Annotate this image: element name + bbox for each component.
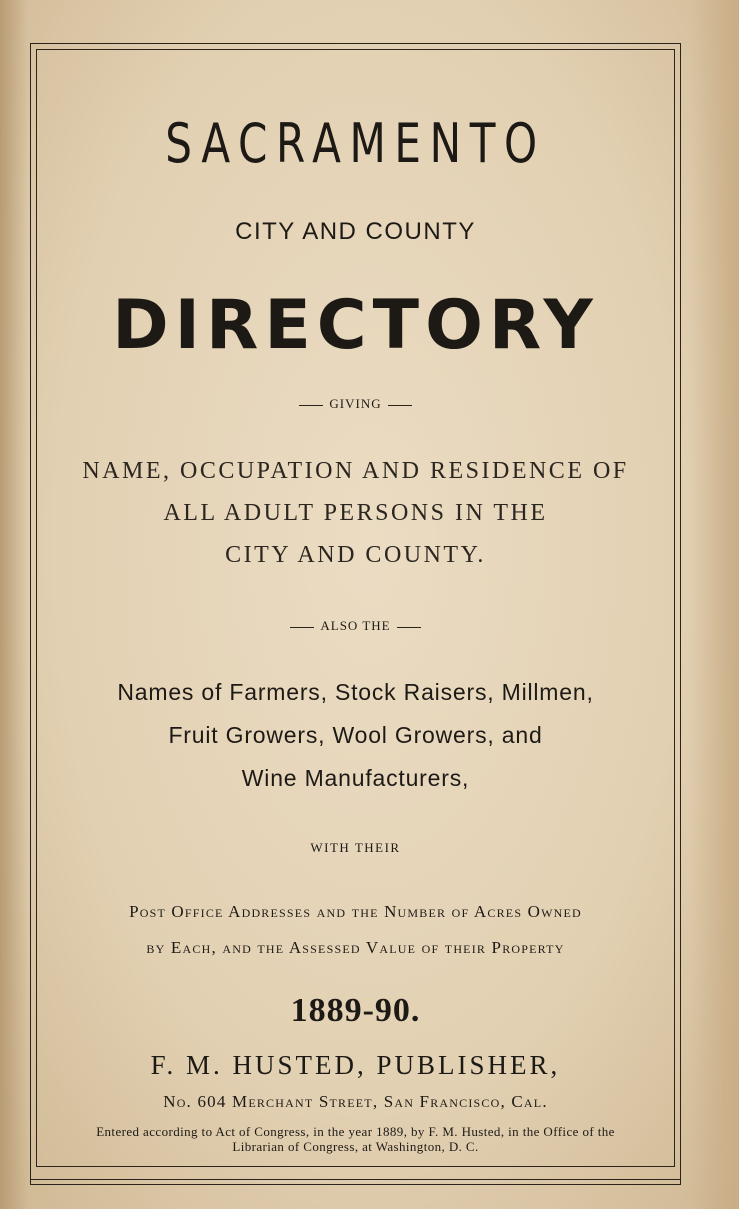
description-line-1: NAME, OCCUPATION AND RESIDENCE OF (82, 458, 629, 484)
publication-year: 1889-90. (290, 992, 421, 1029)
description-line-3: CITY AND COUNTY. (225, 542, 486, 568)
dash-right (397, 627, 421, 628)
post-office-line-2: by Each, and the Assessed Value of their Property (146, 938, 565, 957)
also-label: ALSO THE (320, 618, 391, 633)
names-line-2: Fruit Growers, Wool Growers, and (168, 722, 543, 748)
names-line-1: Names of Farmers, Stock Raisers, Millmen, (117, 679, 594, 705)
with-their-label: WITH THEIR (310, 840, 401, 855)
title-sacramento: SACRAMENTO (165, 112, 546, 175)
page-edge-shadow-left (0, 0, 28, 1209)
title-directory: DIRECTORY (112, 286, 599, 365)
giving-label: GIVING (329, 396, 382, 411)
names-line-3: Wine Manufacturers, (241, 765, 470, 791)
publisher-address: No. 604 Merchant Street, San Francisco, Cal. (163, 1092, 548, 1111)
also-label-row (36, 618, 675, 634)
dash-left (290, 627, 314, 628)
page-edge-shadow-right (689, 0, 739, 1209)
border-frame-bottom-rule (30, 1179, 681, 1180)
subtitle-city-and-county: CITY AND COUNTY (235, 218, 476, 245)
dash-right (388, 405, 412, 406)
post-office-line-1: Post Office Addresses and the Number of Acres Owned (129, 902, 582, 921)
giving-label-row (36, 396, 675, 412)
dash-left (299, 405, 323, 406)
publisher-line: F. M. HUSTED, PUBLISHER, (150, 1050, 561, 1080)
copyright-notice (36, 1124, 675, 1154)
copyright-line-2: Librarian of Congress, at Washington, D. C. (232, 1139, 479, 1154)
copyright-line-1: Entered according to Act of Congress, in the year 1889, by F. M. Husted, in the Office of the (96, 1124, 615, 1139)
description-line-2: ALL ADULT PERSONS IN THE (163, 500, 548, 526)
